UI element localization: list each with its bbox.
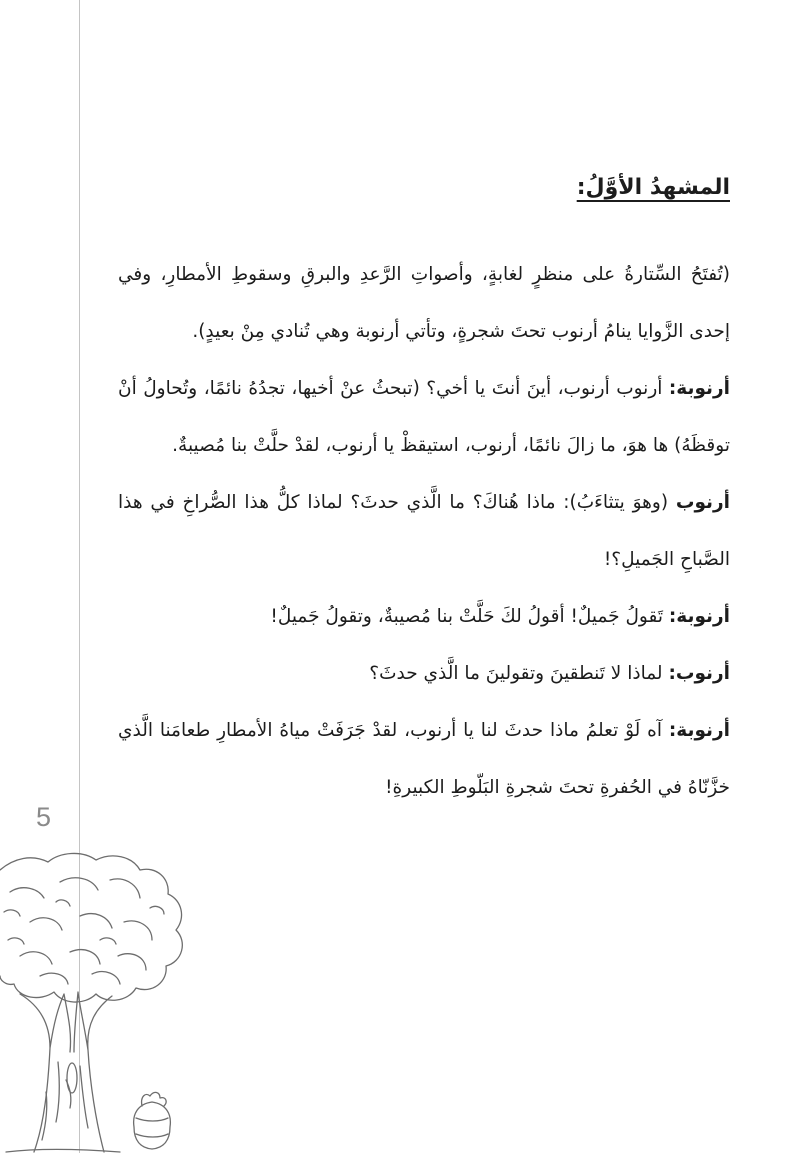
speaker-name: أرنوب xyxy=(675,492,730,513)
dialogue-text: تَقولُ جَميلٌ! أقولُ لكَ حَلَّتْ بنا مُصيبةٌ، وتقولُ جَميلٌ! xyxy=(270,606,663,627)
dialogue-line xyxy=(118,588,730,645)
dialogue-line xyxy=(118,360,730,474)
speaker-name: أرنوبة: xyxy=(668,606,730,627)
speaker-name: أرنوبة: xyxy=(668,378,730,399)
scene-text xyxy=(118,168,730,816)
tree-canopy xyxy=(0,853,182,1002)
speaker-name: أرنوب: xyxy=(668,663,730,684)
dialogue-text: لماذا لا تَنطقينَ وتقولينَ ما الَّذي حدثَ؟ xyxy=(369,663,663,684)
dialogue-text: آه لَوْ تعلمُ ماذا حدثَ لنا يا أرنوب، لقدْ جَرَفَتْ مياهُ الأمطارِ طعامَنا الَّذي خزَّنّاهُ في الحُفرةِ تحتَ شجرةِ البَلّوطِ الكبيرةِ! xyxy=(118,720,730,798)
acorn-basket xyxy=(134,1092,171,1149)
page-number: 5 xyxy=(36,802,52,832)
stage-direction: (تُفتَحُ السِّتارةُ على منظرٍ لغابةٍ، وأصواتِ الرَّعدِ والبرقِ وسقوطِ الأمطارِ، وفي إحدى الزَّوايا ينامُ أرنوب تحتَ شجرةٍ، وتأتي أرنوبة وهي تُنادي مِنْ بعيدٍ). xyxy=(118,264,730,342)
dialogue-text: أرنوب أرنوب، أينَ أنتَ يا أخي؟ (تبحثُ عنْ أخيها، تجدُهُ نائمًا، وتُحاولُ أنْ توقظَهُ) ها هوَ، ما زالَ نائمًا، أرنوب، استيقظْ يا أرنوب، لقدْ حلَّتْ بنا مُصيبةٌ. xyxy=(118,378,730,456)
tree-illustration xyxy=(0,852,222,1153)
dialogue-line xyxy=(118,702,730,816)
tree-trunk xyxy=(20,992,112,1152)
tree-hollow xyxy=(67,1063,77,1093)
scene-heading: المشهدُ الأوَّلُ: xyxy=(576,175,730,200)
speaker-name: أرنوبة: xyxy=(668,720,730,741)
dialogue-line xyxy=(118,474,730,588)
dialogue-text: (وهوَ يتثاءَبُ): ماذا هُناكَ؟ ما الَّذي حدثَ؟ لماذا كلُّ هذا الصُّراخِ في هذا الصَّباحِ الجَميلِ؟! xyxy=(118,492,730,570)
dialogue-line xyxy=(118,645,730,702)
